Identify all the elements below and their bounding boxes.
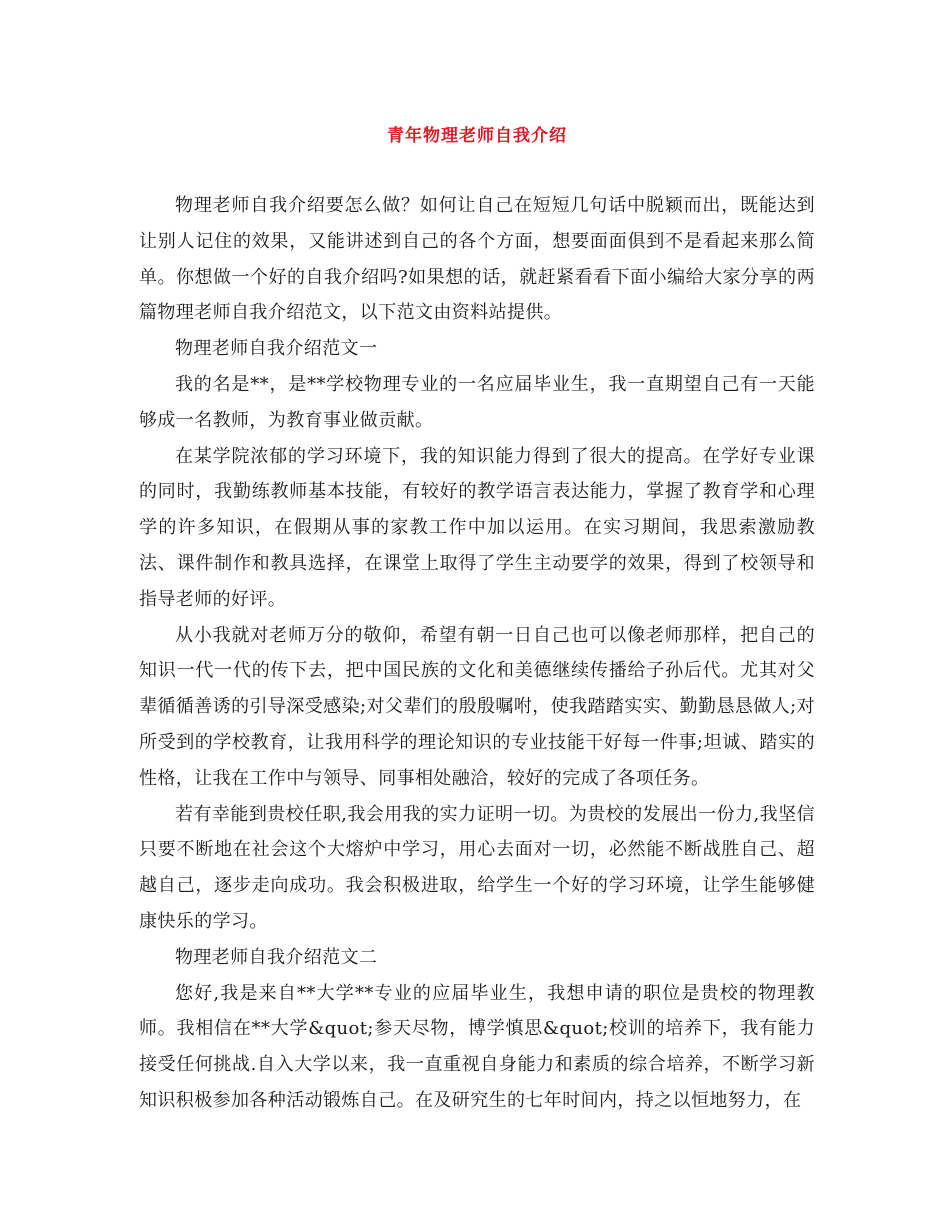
body-paragraph: 若有幸能到贵校任职,我会用我的实力证明一切。为贵校的发展出一份力,我坚信只要不断地在社会这个大熔炉中学习，用心去面对一切，必然能不断战胜自己、超越自己，逐步走向成功。我会积极进取，给学生一个好的学习环境，让学生能够健康快乐的学习。 <box>139 803 815 932</box>
intro-paragraph: 物理老师自我介绍要怎么做？如何让自己在短短几句话中脱颖而出，既能达到让别人记住的效果，又能讲述到自己的各个方面，想要面面俱到不是看起来那么简单。你想做一个好的自我介绍吗?如果想的话，就赶紧看看下面小编给大家分享的两篇物理老师自我介绍范文，以下范文由资料站提供。 <box>139 195 815 324</box>
body-paragraph: 从小我就对老师万分的敬仰，希望有朝一日自己也可以像老师那样，把自己的知识一代一代的传下去，把中国民族的文化和美德继续传播给子孙后代。尤其对父辈循循善诱的引导深受感染;对父辈们的殷殷嘱咐，使我踏踏实实、勤勤恳恳做人;对所受到的学校教育，让我用科学的理论知识的专业技能干好每一件事;坦诚、踏实的性格，让我在工作中与领导、同事相处融洽，较好的完成了各项任务。 <box>139 624 815 789</box>
section-heading-sample-two: 物理老师自我介绍范文二 <box>175 946 378 968</box>
document-body <box>139 188 815 1119</box>
body-paragraph: 您好,我是来自**大学**专业的应届毕业生，我想申请的职位是贵校的物理教师。我相信在**大学&quot;参天尽物，博学慎思&quot;校训的培养下，我有能力接受任何挑战.自入大学以来，我一直重视自身能力和素质的综合培养，不断学习新知识积极参加各种活动锻炼自己。在及研究生的七年时间内，持之以恒地努力，在 <box>139 982 815 1111</box>
body-paragraph: 在某学院浓郁的学习环境下，我的知识能力得到了很大的提高。在学好专业课的同时，我勤练教师基本技能，有较好的教学语言表达能力，掌握了教育学和心理学的许多知识，在假期从事的家教工作中加以运用。在实习期间，我思索激励教法、课件制作和教具选择，在课堂上取得了学生主动要学的效果，得到了校领导和指导老师的好评。 <box>139 445 815 610</box>
section-heading-sample-one: 物理老师自我介绍范文一 <box>175 338 378 360</box>
document-title: 青年物理老师自我介绍 <box>387 126 567 146</box>
body-paragraph: 我的名是**，是**学校物理专业的一名应届毕业生，我一直期望自己有一天能够成一名教师，为教育事业做贡献。 <box>139 373 815 431</box>
